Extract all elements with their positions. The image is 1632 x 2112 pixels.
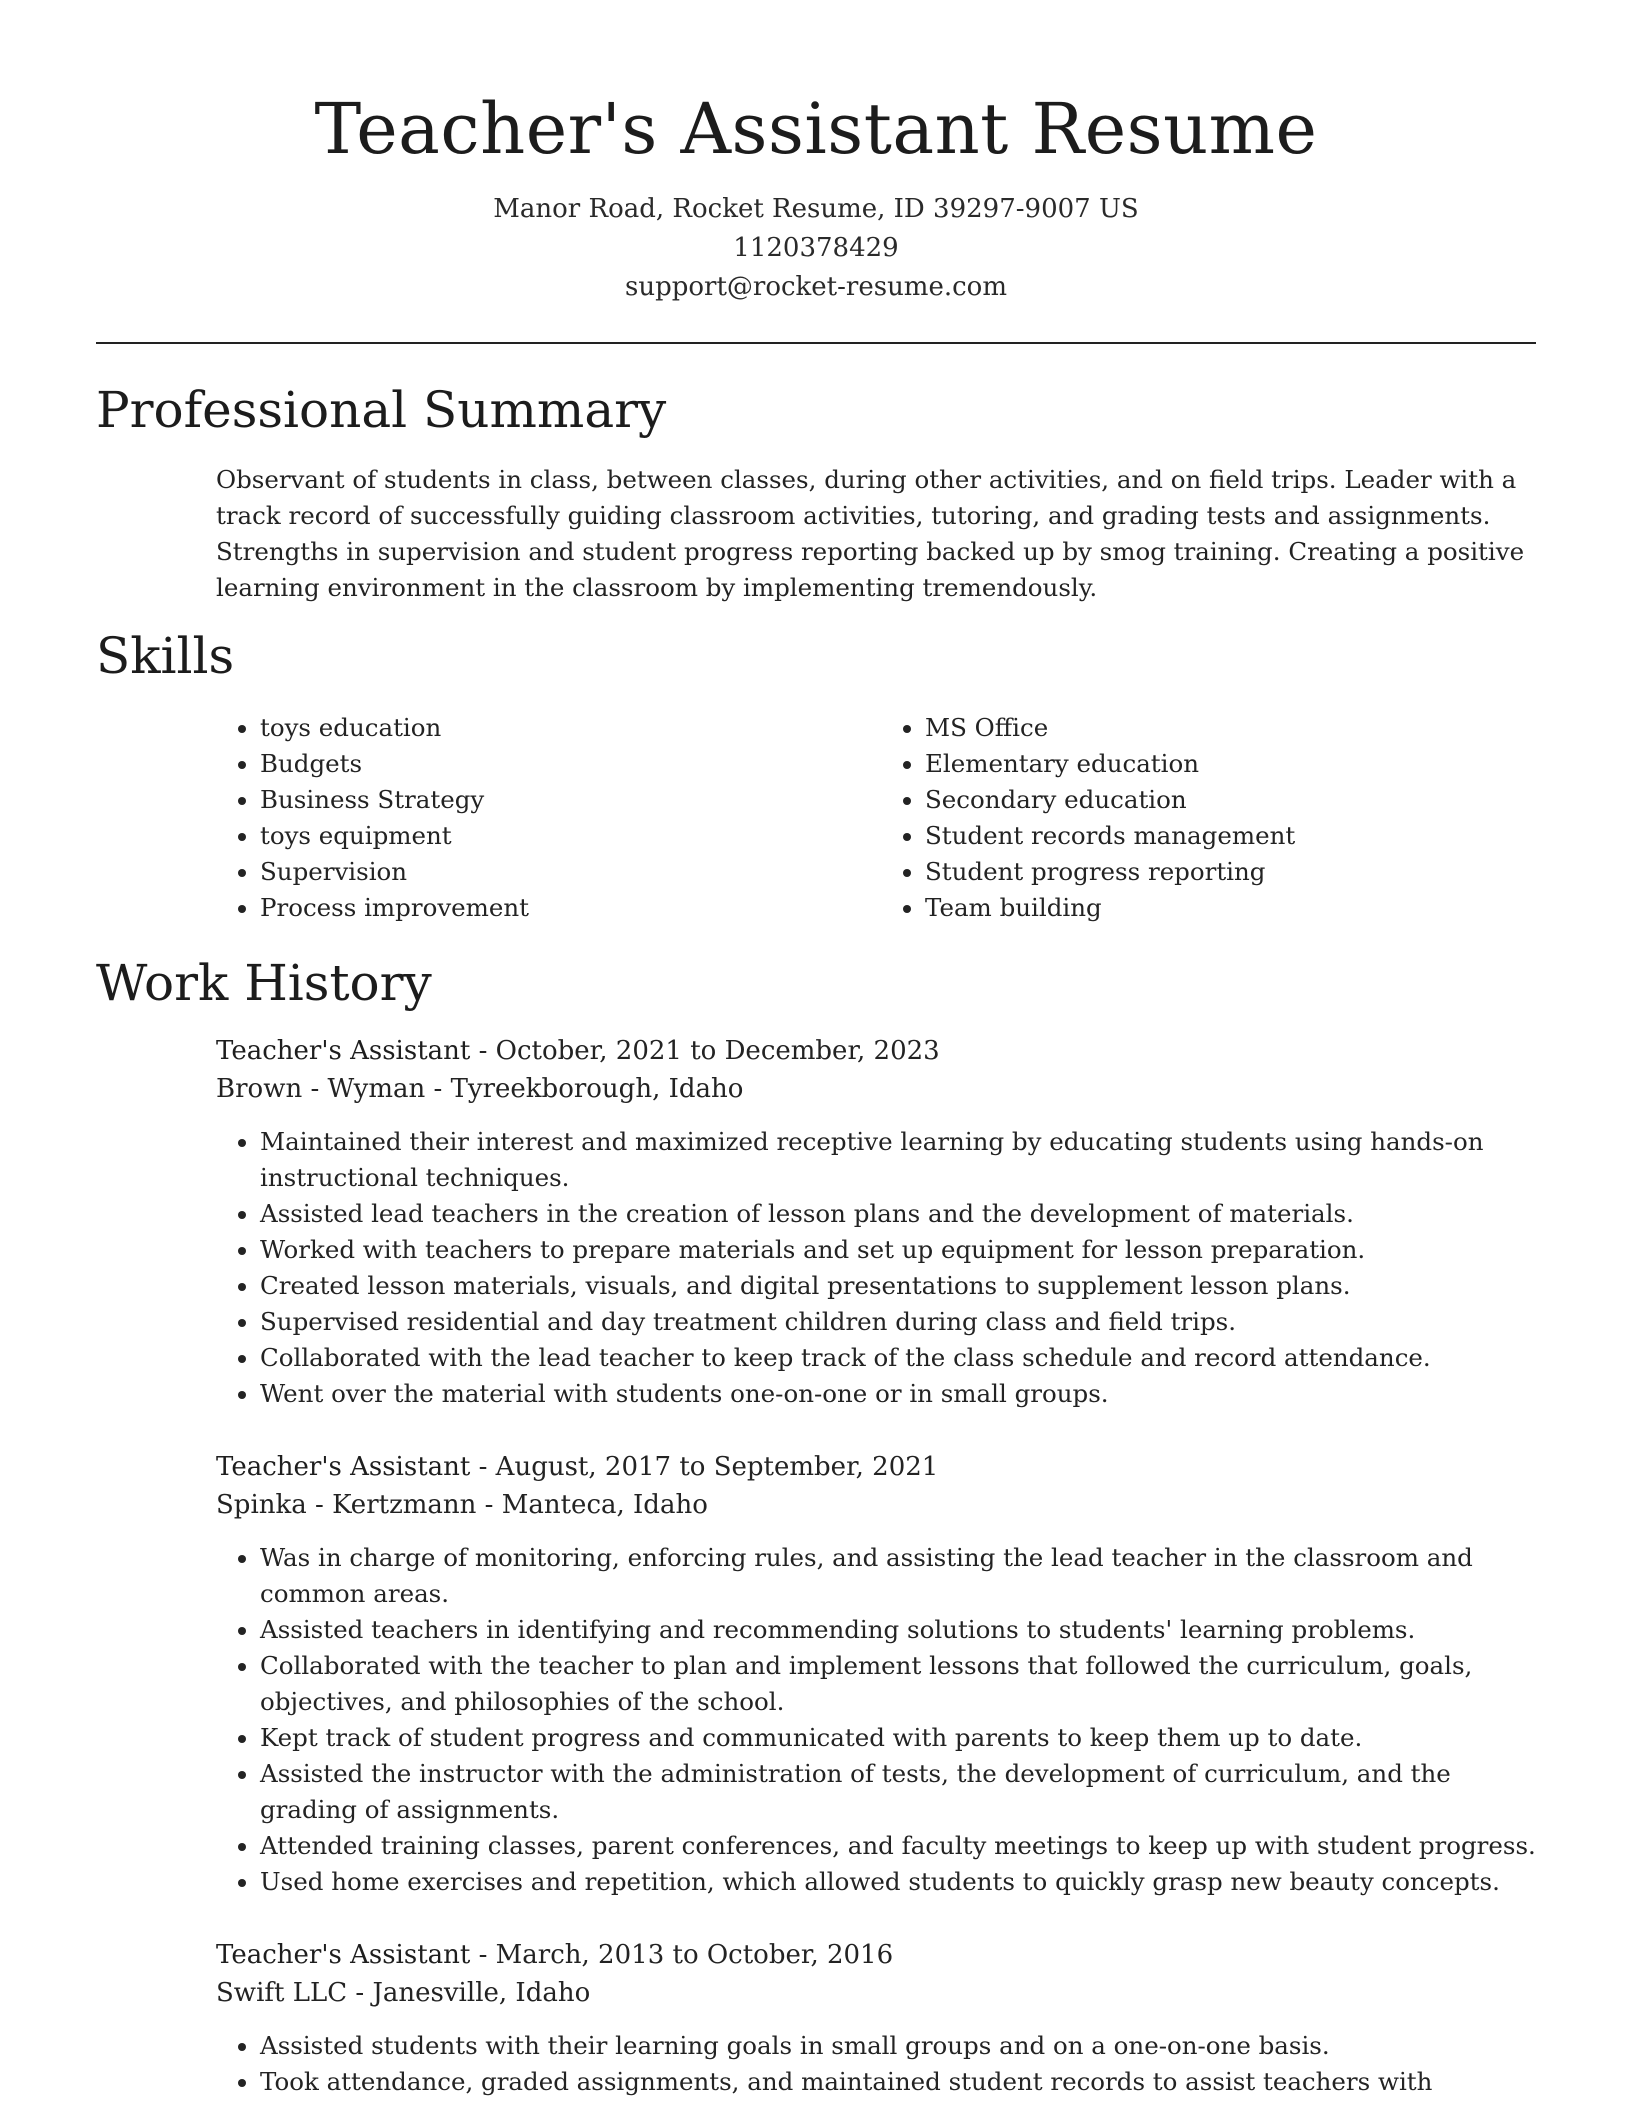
skill-item: • Process improvement (260, 890, 881, 926)
job-duty: • Assisted teachers in identifying and recommending solutions to students' learning problems. (260, 1612, 1546, 1648)
job-entry (216, 1448, 1546, 1900)
job-entry (216, 1032, 1546, 1412)
job-title: Teacher's Assistant (216, 1452, 471, 1482)
skill-item: • Budgets (260, 746, 881, 782)
job-duty: • Was in charge of monitoring, enforcing rules, and assisting the lead teacher in the classroom and common areas. (260, 1540, 1546, 1612)
job-duty: • Created lesson materials, visuals, and digital presentations to supplement lesson plans. (260, 1268, 1546, 1304)
job-company-line (216, 1486, 1546, 1524)
skill-item: • Team building (925, 890, 1546, 926)
job-duty: • Assisted students with their learning goals in small groups and on a one-on-one basis. (260, 2028, 1546, 2064)
job-title: Teacher's Assistant (216, 1940, 471, 1970)
job-location: - Manteca, Idaho (476, 1490, 708, 1520)
job-dates: - October, 2021 to December, 2023 (470, 1036, 940, 1066)
job-duties (216, 2028, 1546, 2100)
resume-header (0, 0, 1632, 307)
job-duty: • Worked with teachers to prepare materials and set up equipment for lesson preparation. (260, 1232, 1546, 1268)
skill-item: • Student progress reporting (925, 854, 1546, 890)
job-duties (216, 1540, 1546, 1900)
job-heading (216, 1448, 1546, 1486)
job-duty: • Took attendance, graded assignments, and maintained student records to assist teachers with (260, 2064, 1546, 2100)
contact-email: support@rocket-resume.com (624, 272, 1007, 302)
job-location: - Tyreekborough, Idaho (425, 1074, 744, 1104)
skills-title: Skills (96, 627, 235, 685)
job-duty: • Assisted the instructor with the administration of tests, the development of curriculum, and the grading of assignments. (260, 1756, 1546, 1828)
skill-item: • toys education (260, 710, 881, 746)
job-company-line (216, 1974, 1546, 2012)
skill-item: • Elementary education (925, 746, 1546, 782)
contact-address: Manor Road, Rocket Resume, ID 39297-9007 US (493, 194, 1139, 224)
job-duty: • Attended training classes, parent conferences, and faculty meetings to keep up with student progress. (260, 1828, 1546, 1864)
skills-column-right (881, 710, 1546, 926)
job-heading (216, 1032, 1546, 1070)
job-duty: • Used home exercises and repetition, which allowed students to quickly grasp new beauty concepts. (260, 1864, 1546, 1900)
skill-item: • Supervision (260, 854, 881, 890)
job-company: Spinka - Kertzmann (216, 1490, 477, 1520)
job-title: Teacher's Assistant (216, 1036, 471, 1066)
job-duty: • Kept track of student progress and communicated with parents to keep them up to date. (260, 1720, 1546, 1756)
job-duty: • Maintained their interest and maximized receptive learning by educating students using hands-on instructional techniques. (260, 1124, 1546, 1196)
job-company: Brown - Wyman (216, 1074, 426, 1104)
skill-item: • Secondary education (925, 782, 1546, 818)
job-company-line (216, 1070, 1546, 1108)
skill-item: • toys equipment (260, 818, 881, 854)
job-heading (216, 1936, 1546, 1974)
job-entry (216, 1936, 1546, 2100)
summary-title: Professional Summary (96, 381, 667, 439)
job-duty: • Went over the material with students one-on-one or in small groups. (260, 1376, 1546, 1412)
skills-column-left (216, 710, 881, 926)
job-duties (216, 1124, 1546, 1412)
job-location: - Janesville, Idaho (347, 1978, 591, 2008)
job-duty: • Supervised residential and day treatment children during class and field trips. (260, 1304, 1546, 1340)
job-duty: • Collaborated with the teacher to plan and implement lessons that followed the curriculum, goals, objectives, and philosophies of the school. (260, 1648, 1546, 1720)
header-divider (96, 342, 1536, 344)
job-duty: • Collaborated with the lead teacher to keep track of the class schedule and record attendance. (260, 1340, 1546, 1376)
job-company: Swift LLC (216, 1978, 348, 2008)
skills-list (216, 710, 1546, 926)
skill-item: • MS Office (925, 710, 1546, 746)
skill-item: • Student records management (925, 818, 1546, 854)
skill-item: • Business Strategy (260, 782, 881, 818)
resume-name: Teacher's Assistant Resume (314, 88, 1318, 170)
summary-text: Observant of students in class, between classes, during other activities, and on field trips. Leader with a track record of successfully guiding classroom activities, tutoring, and grading tests and assignments. Strengths in supervision and student progress reporting backed up by smog training. Creating a positive learning environment in the classroom by implementing tremendously. (216, 465, 1525, 602)
job-duty: • Assisted lead teachers in the creation of lesson plans and the development of materials. (260, 1196, 1546, 1232)
work-history-title: Work History (96, 954, 432, 1012)
job-dates: - August, 2017 to September, 2021 (470, 1452, 939, 1482)
contact-info (0, 190, 1632, 307)
job-dates: - March, 2013 to October, 2016 (470, 1940, 894, 1970)
contact-phone: 1120378429 (733, 233, 899, 263)
